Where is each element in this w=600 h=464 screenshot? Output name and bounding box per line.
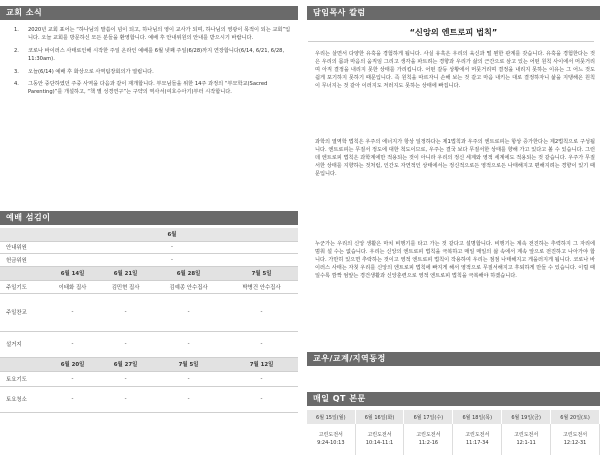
qt-passage [551,424,600,455]
qt-date: 6월 20일(토) [551,410,600,424]
table-cell: - [99,331,152,357]
row-label: 주일찬교 [0,293,46,331]
qt-ref: 11:2-16 [418,439,439,446]
notice-item [14,26,292,43]
notice-text: 2020년 교회 표어는 “하나님의 말씀이 넘이 되고, 하나님의 영이 교사가 되며, 하나님의 영광이 목적이 되는 교회”입니다. 오늘 교회를 방문하신 모든 분들을 환영합니다. 예배 후 안내위원의 안내를 받으시기 바랍니다. [28,27,291,42]
qt-table [307,410,600,455]
table-cell: - [152,293,225,331]
row-label: 헌금위원 [0,254,46,267]
qt-date: 6월 18일(목) [453,410,502,424]
table-cell: - [225,386,298,412]
date-header-row [0,266,298,280]
table-row [0,386,298,412]
table-cell: - [99,386,152,412]
qt-book: 고린도전서 [318,432,343,438]
qt-passage [502,424,551,455]
table-row [0,241,298,254]
table-row [0,293,298,331]
notice-item [14,47,292,64]
left-column [0,0,298,464]
notice-number: 3. [14,68,19,75]
table-cell: - [99,293,152,331]
qt-date: 6월 17일(수) [404,410,453,424]
sermon-paragraph: 과학의 열역학 법칙은 우주의 에너지가 항상 일정하다는 제1법칙과 우주의 엔트로피는 항상 증가한다는 제2법칙으로 구성됩니다. 엔트로피는 무질서 정도에 대한 척도이므로, 우주는 결국 보다 무질서한 상태를 향해 가고 있다고 볼 수 있습니다. 그런데 엔트로피 법칙은 과학계에만 적용되는 것이 아니라 우리의 정신 세계와 영적 세계에도 적용되는 것 같습니다. 우주가 무질서한 상태를 지향하는 것처럼, 인간도 자연적인 상태에서는 정신적으로든 영적으로든 나태해지고 편해지려는 경향이 있기 때문입니다. [315,139,595,178]
table-row [0,254,298,267]
row-label: 토요기도 [0,371,46,386]
table-cell: - [152,371,225,386]
table-cell: 김민현 집사 [99,280,152,293]
table-cell: - [225,331,298,357]
sermon-divider [308,41,594,42]
table-row [0,331,298,357]
table-row [0,371,298,386]
month-label: 6월 [46,228,298,241]
row-label: 주일기도 [0,280,46,293]
date-cell: 7월 12일 [225,357,298,371]
row-label: 토요청소 [0,386,46,412]
date-cell: 6월 14일 [46,266,99,280]
notice-item [14,68,292,76]
qt-ref: 12:12-31 [563,439,587,446]
table-cell: - [225,371,298,386]
qt-book: 고린도전서 [514,432,539,438]
sermon-paragraph: 누군가는 우리의 신앙 생활은 마치 비행기를 타고 가는 것 같다고 설명합니다. 비행기는 계속 전진하는 추력하지 그 자리에 멈춰 설 수는 없습니다. 우리는 신앙의 엔트로피 법칙을 극복하고 매일 매일의 삶 속에서 계속 앞으로 전진하고 나아가야 합니다. 가만히 있으면 추락하는 것이고 영적 엔트로피 법칙이 작용하여 우리는 점점 나태해지고 게을러지게 됩니다. 코로나 바이러스 사태는 자칫 우리를 신앙의 엔트로피 법칙에 빠지게 해서 영적으로 무질서해지고 후퇴하게 만들 수 있습니다. 이럴 때일수록 깜짝 엄앞는 경건생활과 신앙훈련으로 영적 엔트로피 법칙을 극복해야 하겠습니다. [315,241,595,280]
qt-date: 6월 16일(화) [355,410,404,424]
date-cell: 7월 5일 [225,266,298,280]
date-cell: 6월 20일 [46,357,99,371]
qt-ref: 10:14-11:1 [365,439,394,446]
date-cell: 6월 28일 [152,266,225,280]
sermon-title: “신앙의 엔트로피 법칙” [409,27,498,37]
table-cell: - [46,386,99,412]
qt-book: 고린도전서 [416,432,441,438]
table-cell: - [46,293,99,331]
service-table [0,228,298,413]
sermon-paragraph: 우리는 살면서 다양한 유혹을 경험하게 됩니다. 사실 유혹은 우리의 육신과 떨 뭔한 관계를 갖습니다. 유혹을 경험한다는 것은 우리의 몸과 마음의 움직임 그리고 생각을 파트려는 경향과 우리가 삶의 근간으로 삼고 있는 어떤 원칙 사이에서 머뭇거리며 아직 결정을 내리지 못한 상태를 가리킵니다. 어떤 갈등 상황에서 머뭇거리며 결정을 내리지 못하는 이유는 그 어느 것도 쉽게 포기하지 못하기 때문입니다. 즉 원칙을 따르자니 손해 보는 것 같고 마음 내키는 대로 결정하자니 삶을 지탱해온 원칙이 무너지는 것 같아 이러지도 저러지도 못하는 상태에 빠집니다. [315,51,595,90]
qt-ref: 12:1-11 [516,439,536,446]
date-cell: 7월 5일 [152,357,225,371]
row-value: - [46,254,298,267]
qt-ref: 9:24-10:13 [317,439,345,446]
notice-text: 그동안 중단하였던 주중 사역을 다음과 같이 재개합니다. 부모님들을 위한 14주 과정의 “부모학교(Sacred Parenting)”를 개설하고, “책 별 성경연구”는 구약의 역사서(여호수아기)부터 시작합니다. [28,81,268,96]
date-cell: 6월 21일 [99,266,152,280]
notice-text: 오늘(6/14) 예배 후 화상으로 사역팀장회의가 열립니다. [28,68,154,75]
notice-item [14,80,292,97]
row-value: - [46,241,298,254]
qt-passage-row [307,424,600,455]
table-cell: 이태화 집사 [46,280,99,293]
month-row [0,228,298,241]
qt-passage [307,424,355,455]
table-cell: 김예종 안수집사 [152,280,225,293]
notice-number: 4. [14,81,19,88]
qt-date-row [307,410,600,424]
notices-header: 교회 소식 [0,6,298,20]
news-header: 교우/교계/지역동정 [307,352,600,366]
table-cell: - [152,386,225,412]
qt-ref: 11:17-34 [465,439,489,446]
notice-number: 1. [14,27,19,33]
table-cell: - [99,371,152,386]
qt-book: 고린도전서 [465,432,490,438]
qt-passage [404,424,453,455]
table-cell: - [46,371,99,386]
date-cell: 6월 27일 [99,357,152,371]
notices-list [14,26,292,101]
qt-book: 고린도전서 [562,432,588,438]
qt-book: 고린도전서 [367,432,392,438]
qt-date: 6월 19일(금) [502,410,551,424]
qt-header: 매일 QT 본문 [307,392,600,406]
table-cell: 박병건 안수집사 [225,280,298,293]
row-label: 안내위원 [0,241,46,254]
row-label: 설거지 [0,331,46,357]
qt-passage [453,424,502,455]
right-column [307,0,600,464]
date-header-row [0,357,298,371]
table-cell: - [152,331,225,357]
table-cell: - [46,331,99,357]
table-row [0,280,298,293]
service-header: 예배 섬김이 [0,211,298,225]
table-cell: - [225,293,298,331]
qt-date: 6월 15일(월) [307,410,355,424]
sermon-header: 담임목사 칼럼 [307,6,600,20]
notice-text: 코로나 바이러스 사태로인해 시작한 주일 온라인 예배를 6월 넷째 주일(6/28)까지 연장합니다(6/14, 6/21, 6/28, 11:30am). [28,47,285,63]
qt-passage [355,424,404,455]
notice-number: 2. [14,47,19,54]
